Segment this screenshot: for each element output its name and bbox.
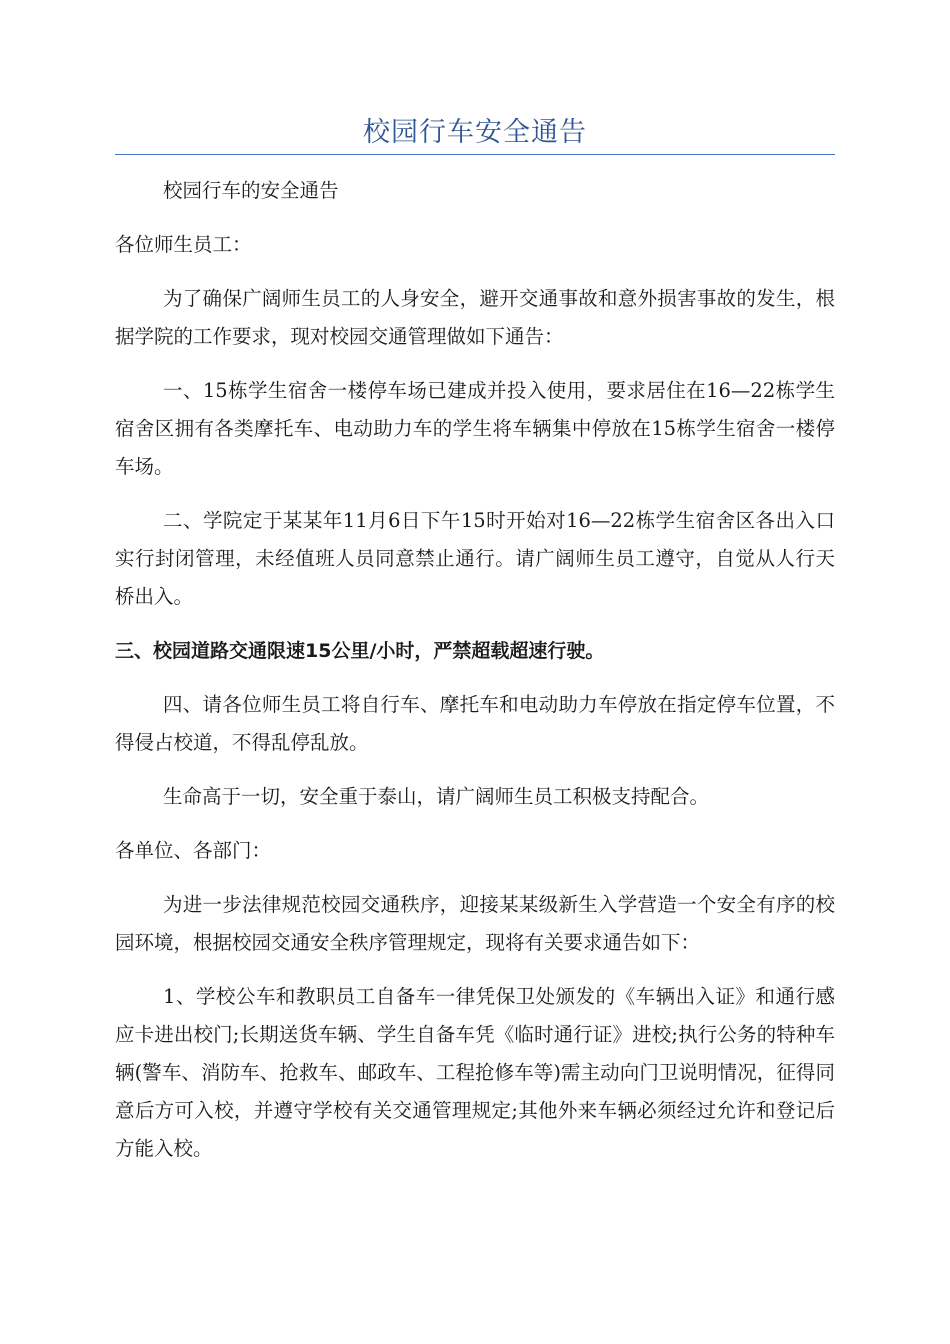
salutation-paragraph: 各位师生员工：: [115, 233, 252, 256]
item-four-paragraph: 四、请各位师生员工将自行车、摩托车和电动助力车停放在指定停车位置，不得侵占校道，不得乱停乱放。: [115, 693, 835, 754]
intro-paragraph: 为了确保广阔师生员工的人身安全，避开交通事故和意外损害事故的发生，根据学院的工作要求，现对校园交通管理做如下通告：: [115, 287, 835, 348]
rule-one-paragraph: 1、学校公车和教职员工自备车一律凭保卫处颁发的《车辆出入证》和通行感应卡进出校门;长期送货车辆、学生自备车凭《临时通行证》进校;执行公务的特种车辆(警车、消防车、抢救车、邮政车、工程抢修车等)需主动向门卫说明情况，征得同意后方可入校，并遵守学校有关交通管理规定;其他外来车辆必须经过允许和登记后方能入校。: [115, 985, 835, 1160]
item-two-paragraph: 二、学院定于某某年11月6日下午15时开始对16—22栋学生宿舍区各出入口实行封闭管理，未经值班人员同意禁止通行。请广阔师生员工遵守，自觉从人行天桥出入。: [115, 509, 835, 608]
second-intro-paragraph: 为进一步法律规范校园交通秩序，迎接某某级新生入学营造一个安全有序的校园环境，根据校园交通安全秩序管理规定，现将有关要求通告如下：: [115, 893, 835, 954]
subtitle-paragraph: 校园行车的安全通告: [163, 179, 339, 202]
document-title: 校园行车安全通告: [363, 117, 587, 148]
item-one-paragraph: 一、15栋学生宿舍一楼停车场已建成并投入使用，要求居住在16—22栋学生宿舍区拥有各类摩托车、电动助力车的学生将车辆集中停放在15栋学生宿舍一楼停车场。: [115, 379, 835, 478]
title-underline: [115, 154, 835, 155]
second-salutation-paragraph: 各单位、各部门：: [115, 839, 272, 862]
closing-paragraph: 生命高于一切，安全重于泰山，请广阔师生员工积极支持配合。: [163, 785, 710, 808]
document-body: [115, 172, 835, 1184]
item-three-paragraph: 三、校园道路交通限速15公里/小时，严禁超载超速行驶。: [115, 640, 605, 662]
